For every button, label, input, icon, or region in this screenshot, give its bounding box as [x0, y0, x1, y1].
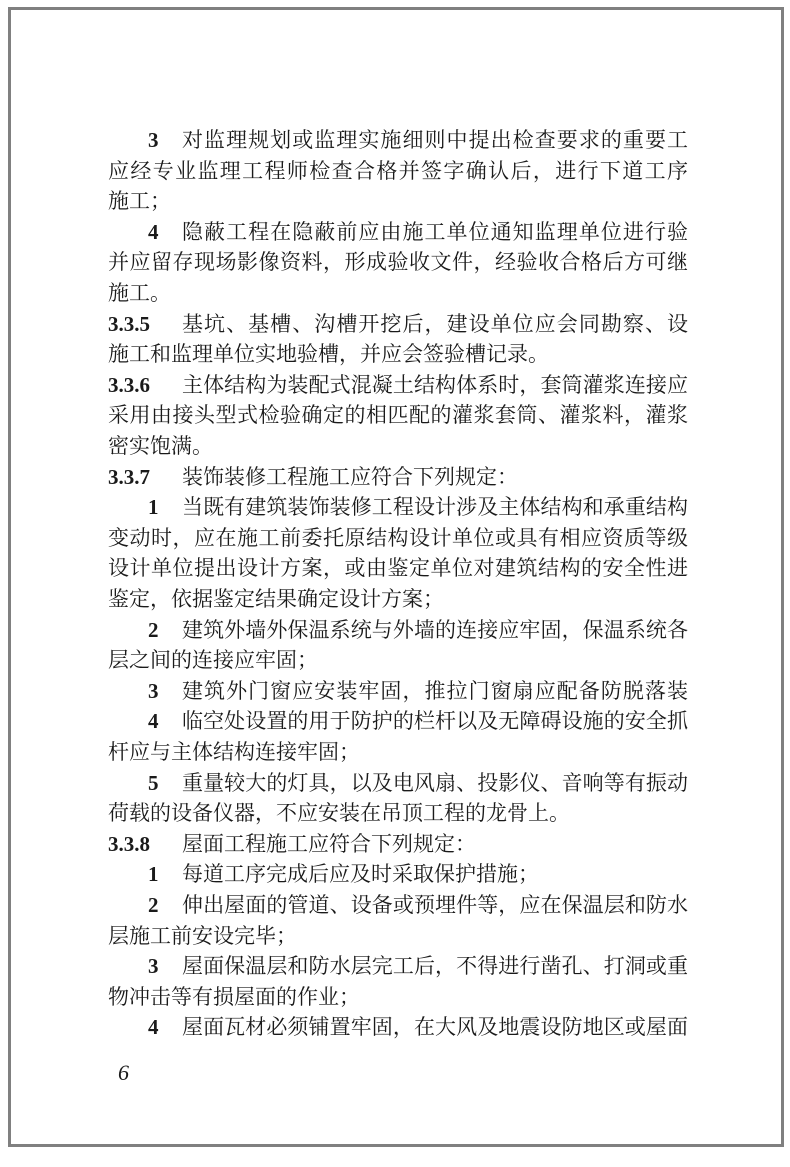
clause-line	[108, 462, 688, 493]
text-line	[108, 339, 688, 370]
line-text: 施工。	[108, 281, 171, 305]
line-text: 层之间的连接应牢固；	[108, 648, 318, 673]
item-line	[108, 951, 688, 982]
line-text: 屋面瓦材必须铺置牢固，在大风及地震设防地区或屋面	[182, 1015, 688, 1040]
item-line	[108, 890, 688, 921]
item-line	[108, 859, 688, 890]
text-line	[108, 798, 688, 829]
line-text: 密实饱满。	[108, 434, 213, 458]
item-line	[108, 768, 688, 799]
item-number: 4	[148, 1015, 159, 1040]
item-number: 4	[148, 219, 159, 244]
text-line	[108, 737, 688, 768]
line-text: 并应留存现场影像资料，形成验收文件，经验收合格后方可继	[108, 250, 688, 275]
line-text: 建筑外门窗应安装牢固，推拉门窗扇应配备防脱落装	[182, 678, 688, 703]
line-text: 物冲击等有损屋面的作业；	[108, 984, 360, 1009]
line-text: 伸出屋面的管道、设备或预埋件等，应在保温层和防水	[182, 893, 688, 917]
line-text: 层施工前安设完毕；	[108, 923, 297, 948]
text-line	[108, 156, 688, 187]
clause-number: 3.3.6	[108, 372, 150, 397]
text-line	[108, 247, 688, 278]
page-number: 6	[118, 1060, 129, 1085]
text-line	[108, 431, 688, 462]
item-line	[108, 706, 688, 737]
line-text: 鉴定，依据鉴定结果确定设计方案；	[108, 587, 444, 611]
line-text: 屋面保温层和防水层完工后，不得进行凿孔、打洞或重	[182, 954, 688, 979]
line-text: 对监理规划或监理实施细则中提出检查要求的重要工	[182, 128, 688, 152]
text-line	[108, 645, 688, 676]
item-line	[108, 615, 688, 646]
line-text: 杆应与主体结构连接牢固；	[108, 740, 360, 764]
text-line	[108, 921, 688, 952]
line-text: 应经专业监理工程师检查合格并签字确认后，进行下道工序	[108, 158, 688, 183]
clause-number: 3.3.8	[108, 831, 150, 856]
item-line	[108, 492, 688, 523]
line-text: 隐蔽工程在隐蔽前应由施工单位通知监理单位进行验	[182, 219, 688, 244]
item-line	[108, 676, 688, 707]
line-text: 设计单位提出设计方案，或由鉴定单位对建筑结构的安全性进	[108, 556, 688, 581]
item-number: 5	[148, 770, 159, 795]
line-text: 施工和监理单位实地验槽，并应会签验槽记录。	[108, 342, 549, 367]
line-text: 变动时，应在施工前委托原结构设计单位或具有相应资质等级	[108, 525, 688, 550]
text-line	[108, 584, 688, 615]
item-number: 3	[148, 678, 159, 703]
line-text: 临空处设置的用于防护的栏杆以及无障碍设施的安全抓	[182, 709, 688, 734]
item-number: 1	[148, 862, 159, 887]
clause-line	[108, 829, 688, 860]
item-number: 1	[148, 495, 159, 520]
line-text: 屋面工程施工应符合下列规定：	[182, 831, 476, 856]
text-line	[108, 982, 688, 1013]
line-text: 建筑外墙外保温系统与外墙的连接应牢固，保温系统各	[182, 617, 688, 642]
item-number: 3	[148, 954, 159, 979]
clause-number: 3.3.7	[108, 464, 150, 489]
line-text: 采用由接头型式检验确定的相匹配的灌浆套筒、灌浆料，灌浆	[108, 403, 688, 428]
item-number: 2	[148, 893, 159, 917]
line-text: 荷载的设备仪器，不应安装在吊顶工程的龙骨上。	[108, 801, 570, 826]
clause-number: 3.3.5	[108, 311, 150, 336]
item-line	[108, 1012, 688, 1043]
line-text: 基坑、基槽、沟槽开挖后，建设单位应会同勘察、设	[182, 311, 688, 336]
item-line	[108, 125, 688, 156]
item-number: 4	[148, 709, 159, 734]
line-text: 装饰装修工程施工应符合下列规定：	[182, 464, 518, 489]
text-line	[108, 278, 688, 309]
text-line	[108, 553, 688, 584]
item-number: 3	[148, 128, 159, 152]
item-line	[108, 217, 688, 248]
clause-line	[108, 309, 688, 340]
text-line	[108, 523, 688, 554]
line-text: 当既有建筑装饰装修工程设计涉及主体结构和承重结构	[182, 495, 688, 520]
line-text: 每道工序完成后应及时采取保护措施；	[182, 862, 539, 887]
line-text: 主体结构为装配式混凝土结构体系时，套筒灌浆连接应	[182, 372, 688, 397]
line-text: 重量较大的灯具，以及电风扇、投影仪、音响等有振动	[182, 770, 688, 795]
text-line	[108, 186, 688, 217]
line-text: 施工；	[108, 189, 171, 214]
clause-line	[108, 370, 688, 401]
item-number: 2	[148, 617, 159, 642]
text-line	[108, 400, 688, 431]
